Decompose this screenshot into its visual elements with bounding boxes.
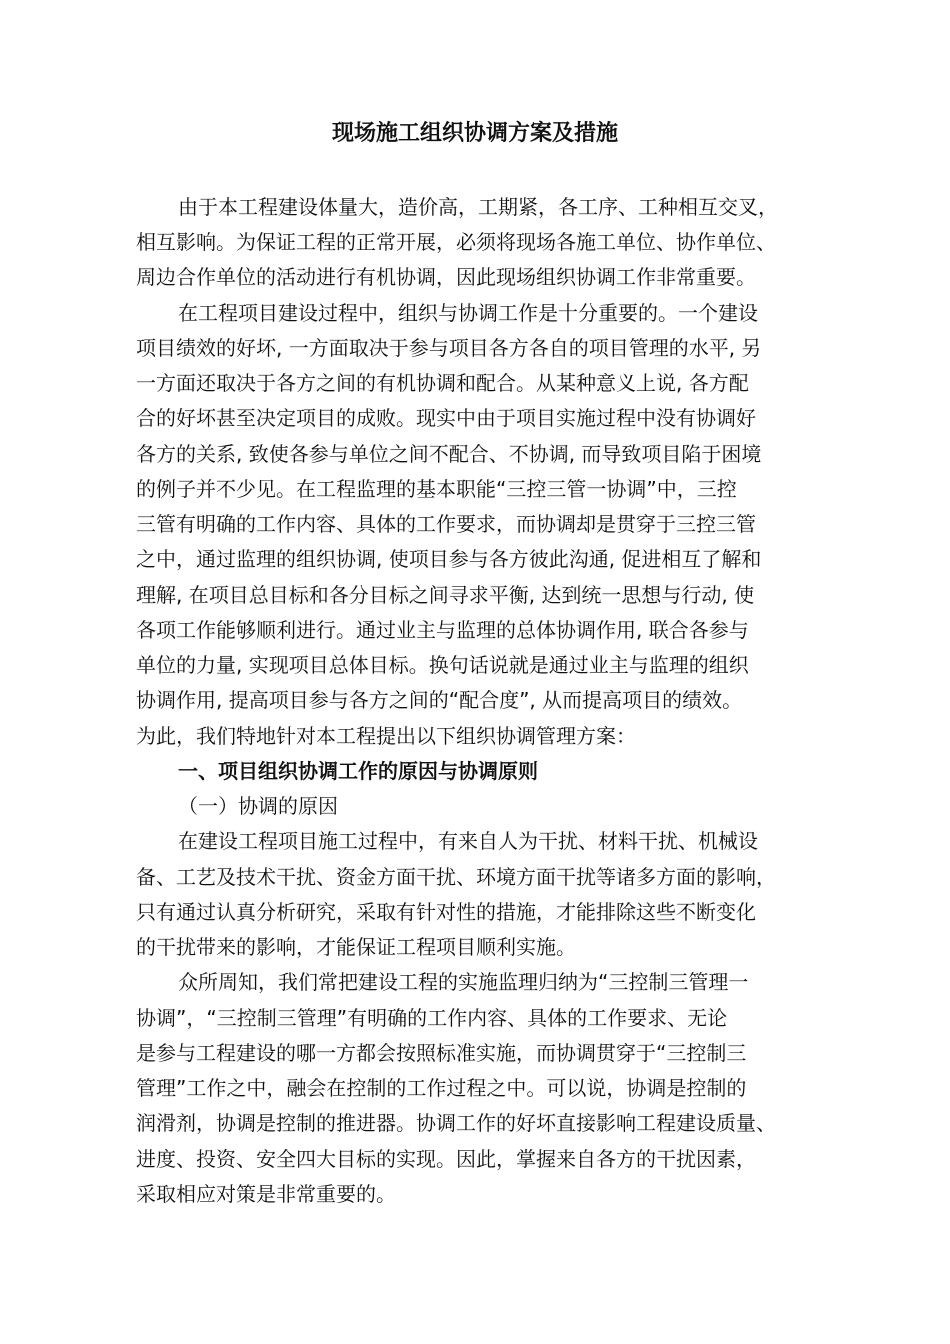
document-title: 现场施工组织协调方案及措施 [331, 121, 618, 146]
body-line: 由于本工程建设体量大，造价高，工期紧，各工序、工种相互交叉， [178, 195, 778, 219]
body-line: 众所周知，我们常把建设工程的实施监理归纳为“三控制三管理一 [178, 970, 749, 994]
body-line: 各方的关系, 致使各参与单位之间不配合、不协调, 而导致项目陷于困境 [136, 442, 762, 466]
body-line: 一方面还取决于各方之间的有机协调和配合。从某种意义上说, 各方配 [136, 371, 749, 395]
body-line: 采取相应对策是非常重要的。 [136, 1182, 396, 1206]
body-line: 只有通过认真分析研究，采取有针对性的措施，才能排除这些不断变化 [136, 900, 756, 924]
body-line: 之中，通过监理的组织协调, 使项目参与各方彼此沟通, 促进相互了解和 [136, 547, 762, 571]
body-line: 备、工艺及技术干扰、资金方面干扰、环境方面干扰等诸多方面的影响， [136, 865, 776, 889]
body-line: 项目绩效的好坏, 一方面取决于参与项目各方各自的项目管理的水平, 另 [136, 336, 762, 360]
body-line: 润滑剂，协调是控制的推进器。协调工作的好坏直接影响工程建设质量、 [136, 1111, 776, 1135]
body-line: 协调作用, 提高项目参与各方之间的“配合度”, 从而提高项目的绩效。 [136, 688, 743, 712]
body-line: 各项工作能够顺利进行。通过业主与监理的总体协调作用, 联合各参与 [136, 618, 749, 642]
body-line: 在工程项目建设过程中，组织与协调工作是十分重要的。一个建设 [178, 301, 758, 325]
body-line: 在建设工程项目施工过程中，有来自人为干扰、材料干扰、机械设 [178, 829, 758, 853]
body-line: 是参与工程建设的哪一方都会按照标准实施，而协调贯穿于“三控制三 [136, 1041, 747, 1065]
body-line: 合的好坏甚至决定项目的成败。现实中由于项目实施过程中没有协调好 [136, 406, 756, 430]
subsection-heading: （一）协调的原因 [178, 794, 338, 818]
body-line: 为此，我们特地针对本工程提出以下组织协调管理方案： [136, 724, 636, 748]
body-line: 的例子并不少见。在工程监理的基本职能“三控三管一协调”中，三控 [136, 477, 737, 501]
section-heading: 一、项目组织协调工作的原因与协调原则 [178, 759, 538, 783]
body-line: 相互影响。为保证工程的正常开展，必须将现场各施工单位、协作单位、 [136, 230, 776, 254]
body-line: 三管有明确的工作内容、具体的工作要求，而协调却是贯穿于三控三管 [136, 512, 756, 536]
body-line: 管理”工作之中，融会在控制的工作过程之中。可以说，协调是控制的 [136, 1076, 747, 1100]
body-line: 进度、投资、安全四大目标的实现。因此，掌握来自各方的干扰因素， [136, 1147, 756, 1171]
body-line: 协调”，“三控制三管理”有明确的工作内容、具体的工作要求、无论 [136, 1006, 728, 1030]
body-line: 周边合作单位的活动进行有机协调，因此现场组织协调工作非常重要。 [136, 265, 756, 289]
body-line: 单位的力量, 实现项目总体目标。换句话说就是通过业主与监理的组织 [136, 653, 749, 677]
body-line: 的干扰带来的影响，才能保证工程项目顺利实施。 [136, 935, 576, 959]
body-line: 理解, 在项目总目标和各分目标之间寻求平衡, 达到统一思想与行动, 使 [136, 583, 755, 607]
